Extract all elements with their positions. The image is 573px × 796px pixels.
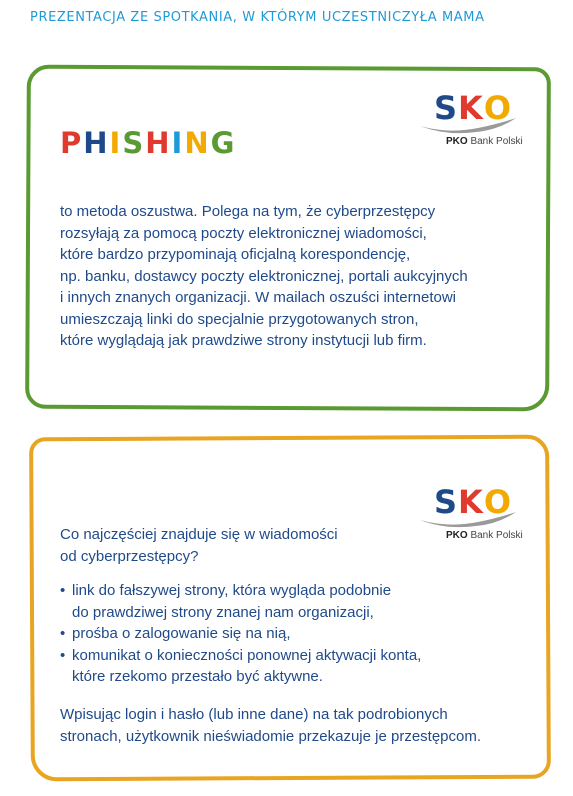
sko-logo: [416, 483, 523, 550]
title-letter: N: [184, 126, 211, 160]
text-line: i innych znanych organizacji. W mailach oszuści internetowi: [60, 289, 457, 306]
bullet-icon: •: [60, 582, 66, 599]
logo-letter: K: [458, 89, 484, 127]
text-line: rozsyłają za pomocą poczty elektronicznej wiadomości,: [60, 224, 427, 242]
bullet-line: prośba o zalogowanie się na nią,: [72, 625, 291, 642]
title-letter: P: [60, 126, 84, 160]
bullet-line: do prawdziwej strony znanej nam organizacji,: [72, 603, 374, 621]
list-item: [60, 645, 421, 688]
text-line: to metoda oszustwa. Polega na tym, że cyberprzestępcy: [60, 203, 436, 220]
closing-text: [60, 704, 481, 747]
bullet-line: komunikat o konieczności ponownej aktywacji konta,: [72, 646, 422, 664]
logo-letter: S: [434, 89, 459, 127]
bullet-line: które rzekomo przestało być aktywne.: [72, 668, 323, 685]
list-item: [60, 580, 421, 623]
text-line: które wyglądają jak prawdziwe strony instytucji lub firm.: [60, 332, 427, 349]
title-letter: I: [171, 126, 185, 160]
text-line: np. banku, dostawcy poczty elektronicznej, portali aukcyjnych: [60, 267, 468, 285]
title-letter: I: [109, 126, 123, 160]
title-letter: S: [122, 126, 146, 160]
question-text: [60, 524, 338, 567]
bullet-list: [60, 580, 421, 688]
question-line: od cyberprzestępcy?: [60, 547, 199, 565]
logo-letter: O: [483, 89, 513, 127]
title-letter: H: [83, 126, 110, 160]
phishing-title: [60, 126, 236, 160]
sko-logo: [416, 89, 523, 156]
logo-letter: S: [434, 483, 459, 521]
closing-line: stronach, użytkownik nieświadomie przekazuje je przestępcom.: [60, 727, 482, 745]
bullet-icon: •: [60, 646, 66, 664]
swoosh-icon: [418, 116, 518, 134]
question-line: Co najczęściej znajduje się w wiadomości: [60, 526, 338, 543]
bullet-line: link do fałszywej strony, która wygląda podobnie: [72, 582, 392, 599]
bank-name: PKO Bank Polski: [446, 136, 523, 147]
bank-name: PKO Bank Polski: [446, 530, 523, 541]
logo-letter: K: [458, 483, 484, 521]
logo-letter: O: [483, 483, 513, 521]
page-header: PREZENTACJA ZE SPOTKANIA, W KTÓRYM UCZESTNICZYŁA MAMA: [30, 10, 485, 25]
phishing-description: [60, 201, 468, 352]
closing-line: Wpisując login i hasło (lub inne dane) na tak podrobionych: [60, 706, 448, 723]
list-item: [60, 623, 421, 645]
title-letter: H: [145, 126, 172, 160]
title-letter: G: [210, 126, 237, 160]
bullet-icon: •: [60, 625, 66, 642]
text-line: które bardzo przypominają oficjalną korespondencję,: [60, 246, 411, 263]
text-line: umieszczają linki do specjalnie przygotowanych stron,: [60, 310, 419, 328]
swoosh-icon: [418, 510, 518, 528]
